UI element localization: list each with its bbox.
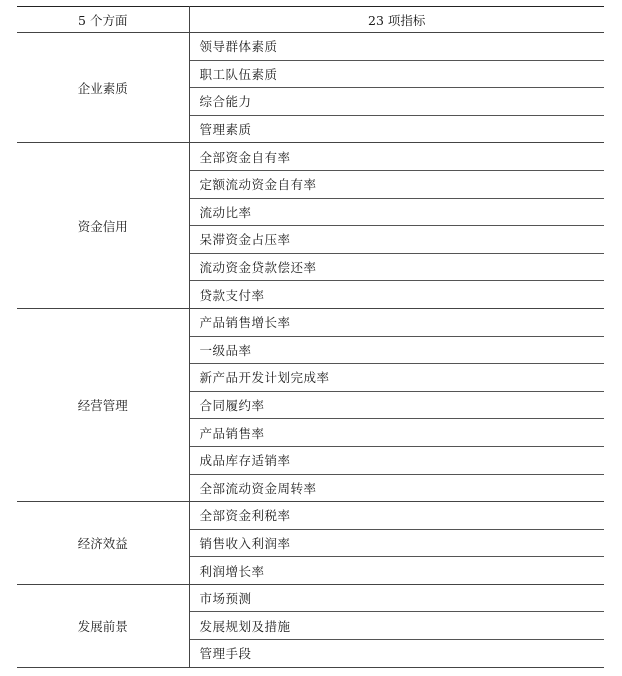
aspect-cell: 资金信用 xyxy=(17,143,189,309)
indicator-cell: 综合能力 xyxy=(189,88,604,116)
indicator-cell: 产品销售增长率 xyxy=(189,308,604,336)
indicator-cell: 产品销售率 xyxy=(189,419,604,447)
table-row xyxy=(17,584,604,612)
indicator-cell: 贷款支付率 xyxy=(189,281,604,309)
indicator-cell: 管理手段 xyxy=(189,640,604,668)
indicator-cell: 定额流动资金自有率 xyxy=(189,170,604,198)
indicator-cell: 成品库存适销率 xyxy=(189,446,604,474)
indicator-cell: 一级品率 xyxy=(189,336,604,364)
indicator-cell: 全部流动资金周转率 xyxy=(189,474,604,502)
table-body xyxy=(17,33,604,668)
indicator-cell: 发展规划及措施 xyxy=(189,612,604,640)
indicator-cell: 新产品开发计划完成率 xyxy=(189,364,604,392)
aspect-cell: 经济效益 xyxy=(17,502,189,585)
indicator-table xyxy=(17,6,604,668)
indicator-cell: 流动比率 xyxy=(189,198,604,226)
indicator-cell: 合同履约率 xyxy=(189,391,604,419)
indicator-cell: 流动资金贷款偿还率 xyxy=(189,253,604,281)
indicator-cell: 职工队伍素质 xyxy=(189,60,604,88)
indicator-cell: 利润增长率 xyxy=(189,557,604,585)
header-aspects: 5 个方面 xyxy=(17,7,189,33)
indicator-cell: 市场预测 xyxy=(189,584,604,612)
indicator-cell: 领导群体素质 xyxy=(189,33,604,61)
aspect-cell: 发展前景 xyxy=(17,584,189,667)
table-row xyxy=(17,308,604,336)
indicator-cell: 管理素质 xyxy=(189,115,604,143)
header-indicators: 23 项指标 xyxy=(189,7,604,33)
indicator-cell: 全部资金自有率 xyxy=(189,143,604,171)
table-row xyxy=(17,502,604,530)
indicator-cell: 全部资金利税率 xyxy=(189,502,604,530)
indicator-cell: 呆滞资金占压率 xyxy=(189,226,604,254)
indicator-cell: 销售收入利润率 xyxy=(189,529,604,557)
table-row xyxy=(17,143,604,171)
header-row xyxy=(17,7,604,33)
table-row xyxy=(17,33,604,61)
aspect-cell: 企业素质 xyxy=(17,33,189,143)
aspect-cell: 经营管理 xyxy=(17,308,189,501)
